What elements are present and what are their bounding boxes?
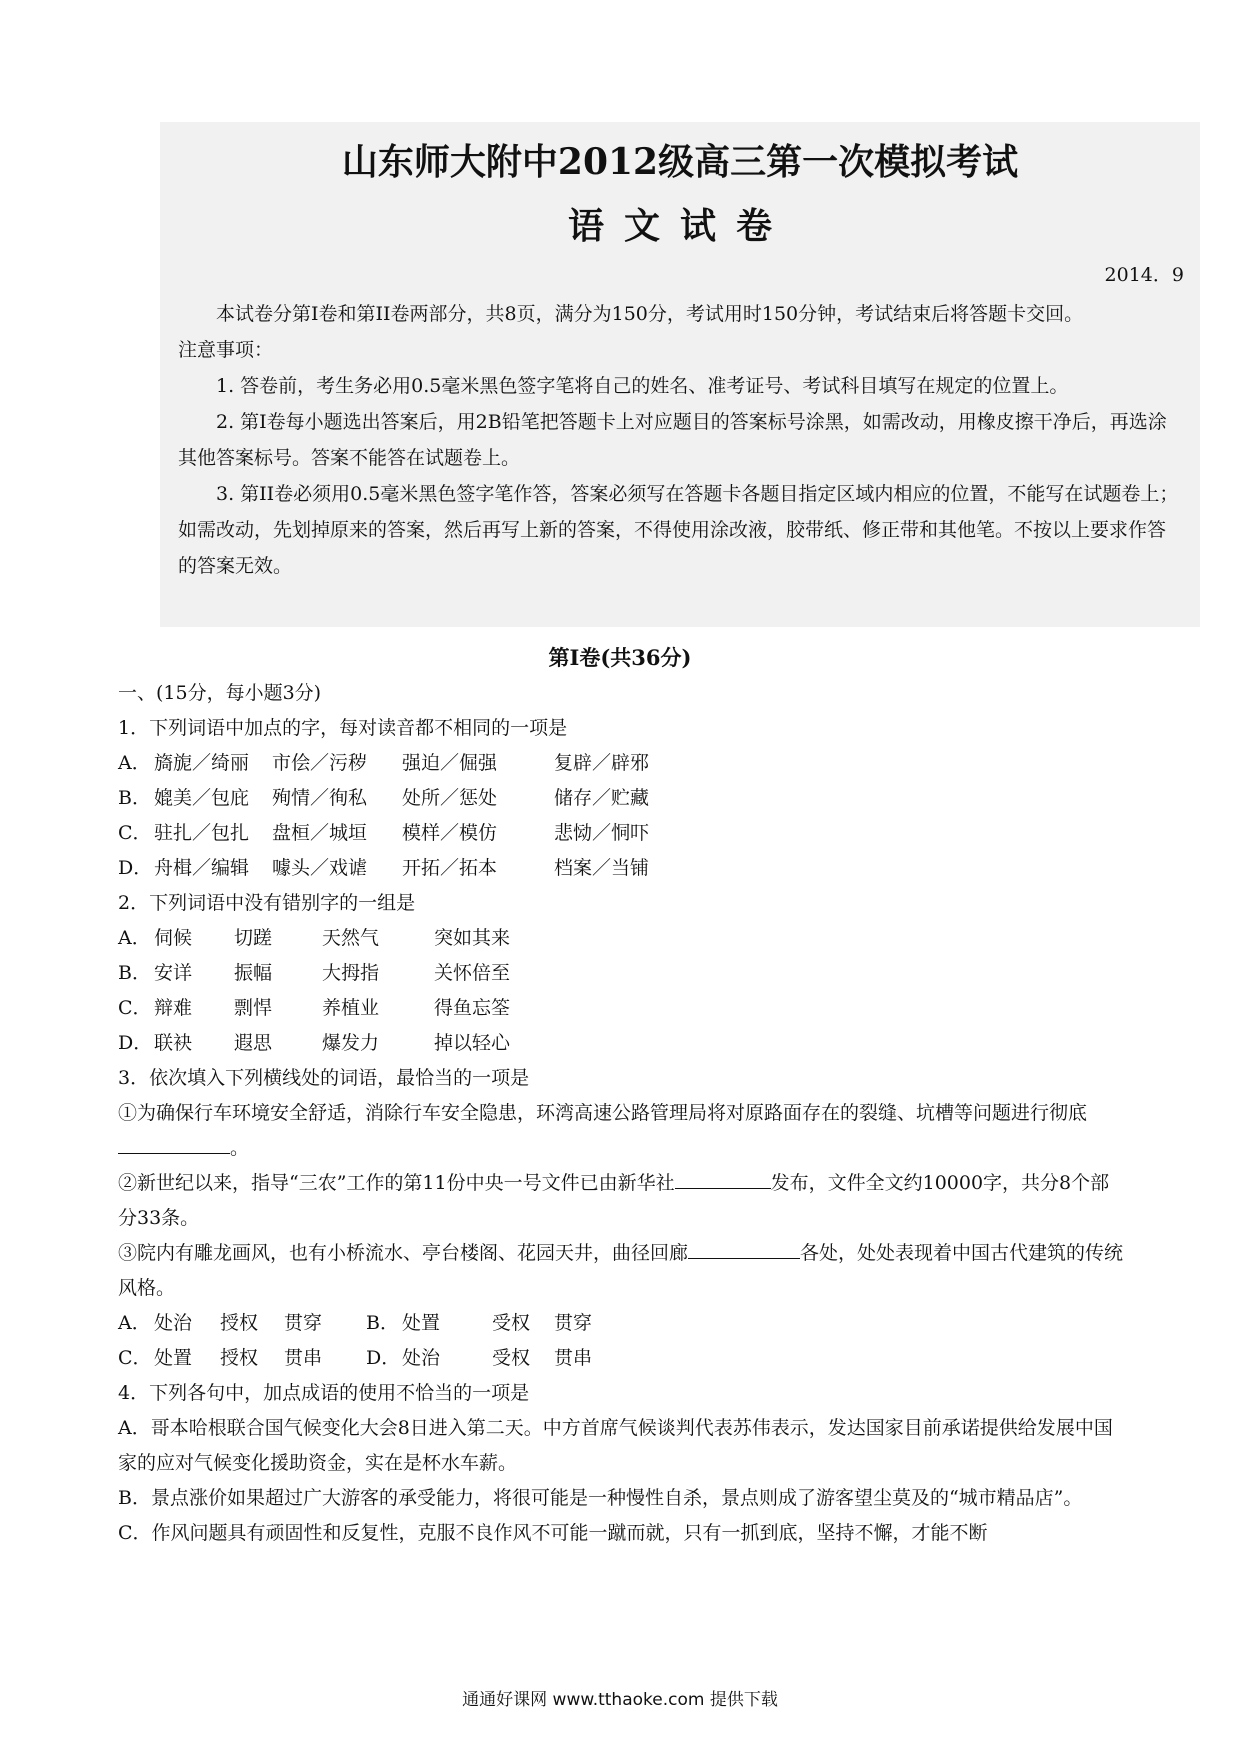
option-label: D． — [366, 1347, 401, 1369]
option-item: 悲恸／恫吓 — [554, 822, 650, 844]
option-label: B． — [118, 962, 151, 984]
intro-paragraph: 本试卷分第I卷和第II卷两部分，共8页，满分为150分，考试用时150分钟，考试结束后将答题卡交回。 — [216, 303, 1084, 325]
option-item: 受权 — [492, 1347, 531, 1369]
sentence-text: 各处，处处表现着中国古代建筑的传统风格。 — [118, 1242, 1124, 1299]
sentence-text: ②新世纪以来，指导“三农”工作的第11份中央一号文件已由新华社 — [118, 1172, 675, 1194]
option-row — [118, 1341, 1124, 1376]
option-item: 殉情／徇私 — [272, 787, 368, 809]
answer-blank — [118, 1131, 230, 1154]
option-item: 剽悍 — [234, 997, 273, 1019]
option-item: 模样／模仿 — [402, 822, 498, 844]
option-item: 受权 — [492, 1312, 531, 1334]
option-item: 天然气 — [322, 927, 380, 949]
exam-title: 山东师大附中2012级高三第一次模拟考试 — [341, 141, 1019, 183]
option-item: 得鱼忘筌 — [434, 997, 511, 1019]
fill-sentence — [118, 1236, 1124, 1306]
sentence-text: 。 — [230, 1137, 250, 1159]
option-item: 处置 — [154, 1347, 193, 1369]
option-row — [118, 956, 1124, 991]
option-item: 伺候 — [154, 927, 193, 949]
option-item: 贯穿 — [554, 1312, 593, 1334]
option-label: B． — [366, 1312, 399, 1334]
exam-date: 2014．9 — [1104, 264, 1184, 286]
option-label: D． — [118, 857, 153, 879]
option-paragraph: A．哥本哈根联合国气候变化大会8日进入第二天。中方首席气候谈判代表苏伟表示，发达国家目前承诺提供给发展中国家的应对气候变化援助资金，实在是杯水车薪。 — [118, 1417, 1113, 1474]
option-item: 贯串 — [554, 1347, 593, 1369]
option-item: 储存／贮藏 — [554, 787, 650, 809]
sentence-text: 发布，文件全文约10000字，共分8个部分33条。 — [118, 1172, 1110, 1229]
option-item: 贯串 — [284, 1347, 323, 1369]
notice-item: 3. 第II卷必须用0.5毫米黑色签字笔作答，答案必须写在答题卡各题目指定区域内相应的位置，不能写在试题卷上；如需改动，先划掉原来的答案，然后再写上新的答案，不得使用涂改液，胶带纸、修正带和其他笔。不按以上要求作答的答案无效。 — [178, 483, 1179, 577]
option-paragraph: C．作风问题具有顽固性和反复性，克服不良作风不可能一蹴而就，只有一抓到底，坚持不懈，才能不断 — [118, 1522, 988, 1544]
page-footer: 通通好课网 www.tthaoke.com 提供下载 — [462, 1690, 778, 1710]
option-item: 贯穿 — [284, 1312, 323, 1334]
option-label: C． — [118, 1347, 152, 1369]
option-item: 市侩／污秽 — [272, 752, 368, 774]
option-item: 爆发力 — [322, 1032, 380, 1054]
exam-instructions — [178, 296, 1184, 584]
question-stem: 3．依次填入下列横线处的词语，最恰当的一项是 — [118, 1067, 530, 1089]
option-item: 授权 — [220, 1347, 259, 1369]
option-item: 辩难 — [154, 997, 193, 1019]
option-item: 联袂 — [154, 1032, 193, 1054]
option-row — [118, 1026, 1124, 1061]
option-item: 开拓／拓本 — [402, 857, 498, 879]
option-label: D． — [118, 1032, 153, 1054]
fill-sentence — [118, 1096, 1124, 1166]
option-label: A． — [118, 927, 151, 949]
option-label: A． — [118, 1312, 151, 1334]
option-item: 处置 — [402, 1312, 441, 1334]
answer-blank — [675, 1166, 771, 1189]
option-item: 切蹉 — [234, 927, 273, 949]
option-row — [118, 991, 1124, 1026]
option-item: 噱头／戏谑 — [272, 857, 368, 879]
part-title: 第Ⅰ卷(共36分) — [548, 645, 692, 670]
option-row — [118, 781, 1124, 816]
option-label: C． — [118, 822, 152, 844]
option-row — [118, 921, 1124, 956]
option-label: C． — [118, 997, 152, 1019]
section-heading: 一、(15分，每小题3分) — [118, 682, 322, 704]
question-stem: 1．下列词语中加点的字，每对读音都不相同的一项是 — [118, 717, 568, 739]
option-item: 旖旎／绮丽 — [154, 752, 250, 774]
question-stem: 4．下列各句中，加点成语的使用不恰当的一项是 — [118, 1382, 530, 1404]
option-item: 档案／当铺 — [554, 857, 650, 879]
notice-item: 1. 答卷前，考生务必用0.5毫米黑色签字笔将自己的姓名、准考证号、考试科目填写在规定的位置上。 — [216, 375, 1069, 397]
option-item: 强迫／倔强 — [402, 752, 498, 774]
exam-subtitle: 语文试卷 — [567, 205, 792, 247]
option-item: 驻扎／包扎 — [154, 822, 250, 844]
option-item: 关怀倍至 — [434, 962, 511, 984]
option-item: 媲美／包庇 — [154, 787, 250, 809]
answer-blank — [688, 1236, 800, 1259]
option-item: 舟楫／编辑 — [154, 857, 250, 879]
fill-sentence — [118, 1166, 1124, 1236]
option-item: 盘桓／城垣 — [272, 822, 368, 844]
sentence-text: ③院内有雕龙画风，也有小桥流水、亭台楼阁、花园天井，曲径回廊 — [118, 1242, 689, 1264]
option-paragraph: B．景点涨价如果超过广大游客的承受能力，将很可能是一种慢性自杀，景点则成了游客望尘莫及的“城市精品店”。 — [118, 1487, 1083, 1509]
notice-item: 2. 第I卷每小题选出答案后，用2B铅笔把答题卡上对应题目的答案标号涂黑，如需改动，用橡皮擦干净后，再选涂其他答案标号。答案不能答在试题卷上。 — [178, 411, 1167, 469]
option-row — [118, 851, 1124, 886]
option-item: 大拇指 — [322, 962, 380, 984]
option-row — [118, 816, 1124, 851]
option-row — [118, 746, 1124, 781]
option-item: 复辟／辟邪 — [554, 752, 650, 774]
option-item: 安详 — [154, 962, 193, 984]
question-stem: 2．下列词语中没有错别字的一组是 — [118, 892, 416, 914]
option-item: 养植业 — [322, 997, 380, 1019]
option-item: 掉以轻心 — [434, 1032, 511, 1054]
option-item: 振幅 — [234, 962, 273, 984]
option-item: 处治 — [402, 1347, 441, 1369]
question-area — [118, 676, 1124, 1551]
option-row — [118, 1306, 1124, 1341]
option-item: 遐思 — [234, 1032, 273, 1054]
option-item: 处所／惩处 — [402, 787, 498, 809]
option-item: 处治 — [154, 1312, 193, 1334]
option-item: 授权 — [220, 1312, 259, 1334]
option-label: A． — [118, 752, 151, 774]
option-label: B． — [118, 787, 151, 809]
notice-heading: 注意事项： — [178, 339, 274, 361]
sentence-text: ①为确保行车环境安全舒适，消除行车安全隐患，环湾高速公路管理局将对原路面存在的裂缝、坑槽等问题进行彻底 — [118, 1102, 1088, 1124]
option-item: 突如其来 — [434, 927, 511, 949]
